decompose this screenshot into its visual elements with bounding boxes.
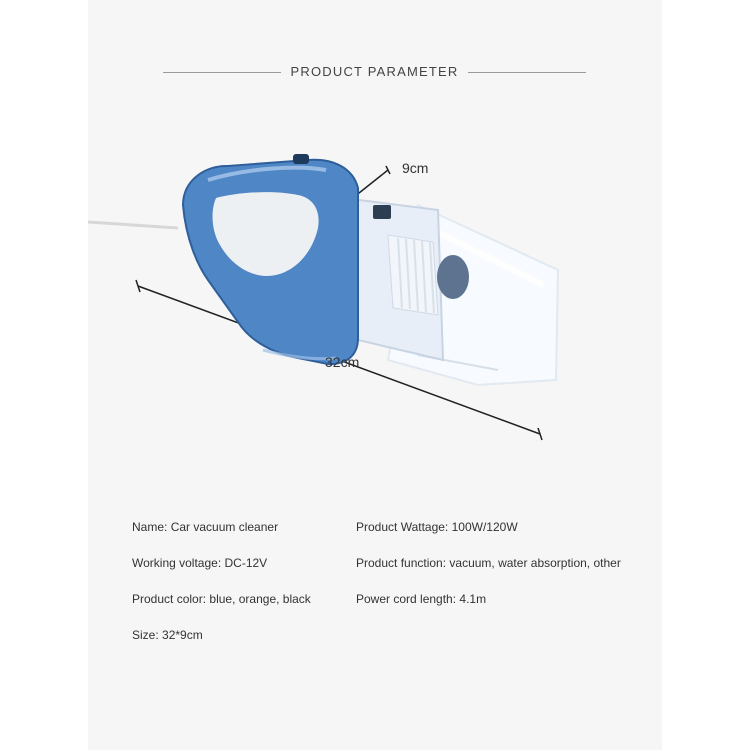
spec-function-label: Product function: [356,556,447,570]
header-rule-right [468,72,586,73]
dimension-length-label: 32cm [325,354,360,370]
power-cord [88,222,178,228]
spec-size [132,628,203,642]
vacuum-cleaner-image [88,110,662,490]
spec-color-value: blue, orange, black [209,592,311,606]
spec-name-label: Name: [132,520,168,534]
spec-name-value: Car vacuum cleaner [170,520,279,534]
spec-size-label: Size: [132,628,159,642]
spec-color-label: Product color: [132,592,207,606]
spec-list [132,520,652,660]
spec-function [356,556,621,570]
spec-function-value: vacuum, water absorption, other [449,556,621,570]
section-header [163,63,586,83]
spec-wattage [356,520,518,534]
spec-voltage [132,556,267,570]
power-switch [293,154,309,164]
spec-cord [356,592,486,606]
spec-wattage-label: Product Wattage: [356,520,449,534]
section-title: PRODUCT PARAMETER [290,64,459,79]
spec-name [132,520,278,534]
spec-voltage-value: DC-12V [224,556,268,570]
spec-cord-value: 4.1m [459,592,487,606]
spec-color [132,592,311,606]
dimension-width-label: 9cm [402,160,429,176]
spec-cord-label: Power cord length: [356,592,457,606]
spec-wattage-value: 100W/120W [451,520,518,534]
spec-size-value: 32*9cm [162,628,203,642]
spec-voltage-label: Working voltage: [132,556,222,570]
